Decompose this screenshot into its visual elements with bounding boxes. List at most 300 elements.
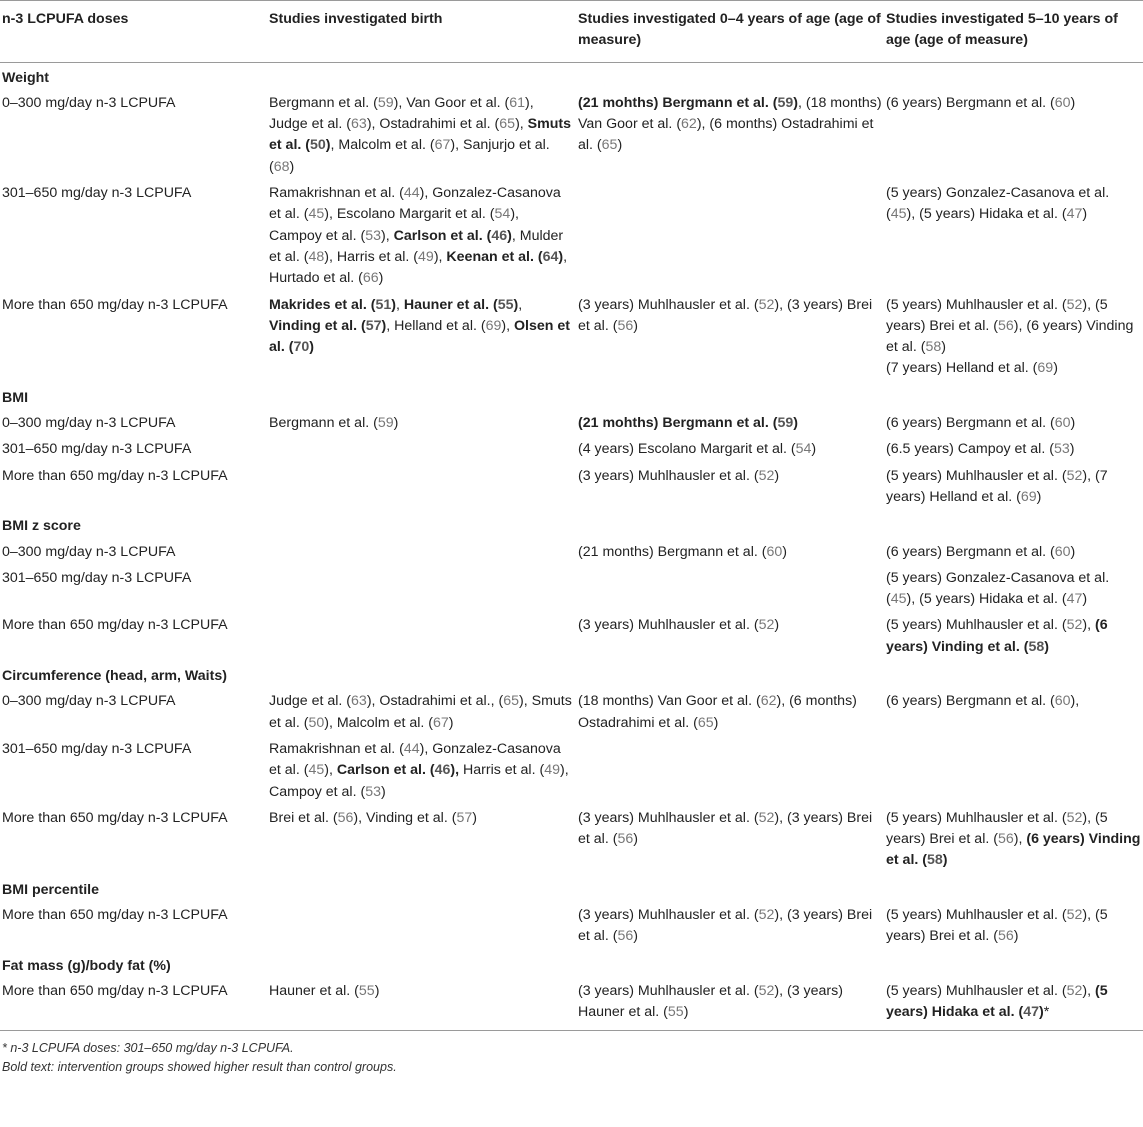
citation-text: * (1043, 1004, 1050, 1021)
citation-text: ), (5 years) Hidaka et al. ( (906, 591, 1067, 608)
citation-text: Bergmann et al. ( (269, 94, 378, 111)
reference-number: 56 (617, 317, 634, 334)
citation-text: ), (5 years) Brei et al. ( (886, 809, 1108, 848)
table-header (0, 1, 1143, 63)
reference-number: 56 (617, 831, 634, 848)
dose-cell: 301–650 mg/day n-3 LCPUFA (2, 185, 192, 202)
citation-text: ), Van Goor et al. ( (393, 94, 510, 111)
citation-text: (5 years) Muhlhausler et al. ( (886, 809, 1067, 826)
citation-text: ), Smuts et al. ( (269, 693, 572, 731)
reference-number: 44 (403, 740, 420, 757)
citation-text: ) (1082, 591, 1088, 608)
reference-number: 70 (293, 339, 310, 356)
section-row (0, 62, 1143, 91)
cell-line (269, 183, 574, 289)
age-0-4-cell (576, 540, 884, 566)
section-title: BMI z score (2, 518, 81, 535)
cell-line (886, 905, 1141, 948)
reference-number: 65 (697, 714, 714, 731)
citation-text: ), (5 years) Brei et al. ( (886, 906, 1108, 945)
table-row (0, 293, 1143, 383)
birth-cell (267, 181, 576, 292)
dose-cell: More than 650 mg/day n-3 LCPUFA (2, 617, 228, 634)
citation-text: ), Harris et al. ( (324, 248, 419, 265)
reference-number: 47 (1066, 206, 1083, 223)
citation-text: (6 years) Bergmann et al. ( (886, 543, 1055, 560)
table-row (0, 613, 1143, 661)
citation-text: ) (633, 928, 638, 945)
cell-line (269, 413, 574, 434)
citation-text: ) (633, 831, 638, 848)
birth-cell (267, 613, 576, 661)
citation-text: ) (393, 415, 399, 432)
birth-cell (267, 437, 576, 463)
citation-text: ) (942, 852, 948, 869)
section-row (0, 661, 1143, 689)
citation-text: ), (3 years) Brei et al. ( (578, 906, 873, 945)
reference-number: 45 (890, 206, 907, 223)
reference-number: 60 (1054, 543, 1071, 560)
citation-text: (6 years) Bergmann et al. ( (886, 94, 1055, 111)
citation-text: ), Malcolm et al. ( (324, 714, 434, 731)
reference-number: 52 (758, 982, 775, 999)
cell-line (886, 691, 1141, 712)
cell-line (886, 808, 1141, 872)
age-0-4-cell (576, 411, 884, 437)
cell-line (578, 615, 882, 636)
citation-text: ), Ostadrahimi et al. ( (366, 116, 500, 133)
citation-text: ), (7 years) Helland et al. ( (886, 467, 1108, 505)
reference-number: 69 (1037, 360, 1054, 377)
citation-text: (21 mohths) Bergmann et al. ( (578, 415, 778, 432)
age-5-10-cell (884, 411, 1143, 437)
citation-text: (21 months) Bergmann et al. ( (578, 543, 767, 560)
citation-text: (5 years) Muhlhausler et al. ( (886, 906, 1067, 923)
table-row (0, 979, 1143, 1031)
section-row (0, 875, 1143, 903)
cell-line (578, 439, 882, 460)
citation-text: ) (1036, 488, 1042, 505)
citation-text: ) (1044, 638, 1049, 655)
reference-number: 63 (351, 693, 367, 710)
citation-text: ), Gonzalez-Casanova et al. ( (269, 185, 561, 223)
cell-line (269, 739, 574, 803)
citation-text: ), (433, 248, 447, 265)
citation-text: ), (324, 762, 337, 779)
citation-text: ), Judge et al. ( (269, 94, 534, 133)
reference-number: 64 (542, 248, 559, 265)
reference-number: 60 (1054, 94, 1071, 111)
header-0-4-years: Studies investigated 0–4 years of age (age of measure) (576, 1, 884, 63)
reference-number: 52 (1066, 906, 1083, 923)
citation-text: (5 years) Muhlhausler et al. ( (886, 982, 1067, 999)
age-0-4-cell (576, 613, 884, 661)
citation-text: , Malcolm et al. ( (330, 137, 435, 154)
reference-number: 56 (337, 809, 354, 826)
dose-cell: 0–300 mg/day n-3 LCPUFA (2, 693, 176, 710)
cell-line (269, 981, 574, 1002)
birth-cell (267, 566, 576, 614)
citation-text: ), (1013, 831, 1027, 848)
citation-text: ) (1070, 415, 1076, 432)
age-5-10-cell (884, 903, 1143, 951)
reference-number: 59 (377, 94, 394, 111)
citation-text: ), (515, 116, 528, 133)
dose-cell: 0–300 mg/day n-3 LCPUFA (2, 415, 176, 432)
citation-text: ) (378, 270, 384, 287)
citation-text: ), (501, 317, 514, 334)
citation-text: (4 years) Escolano Margarit et al. ( (578, 441, 796, 458)
age-0-4-cell (576, 437, 884, 463)
citation-text: ) (782, 543, 787, 560)
reference-number: 50 (308, 714, 325, 731)
birth-cell (267, 411, 576, 437)
reference-number: 67 (433, 714, 449, 731)
citation-text: Hauner et al. ( (403, 296, 498, 313)
reference-number: 56 (997, 928, 1014, 945)
reference-number: 65 (601, 137, 618, 154)
citation-text: ) (513, 296, 519, 313)
citation-text: ) (774, 617, 780, 634)
cell-line (578, 413, 882, 434)
age-5-10-cell (884, 464, 1143, 512)
dose-cell: More than 650 mg/day n-3 LCPUFA (2, 809, 228, 826)
citation-text: ) (1069, 441, 1075, 458)
citation-text: ), (380, 227, 394, 244)
birth-cell (267, 689, 576, 737)
cell-line (269, 691, 574, 734)
citation-text: ) (374, 982, 380, 999)
citation-text: (5 years) Muhlhausler et al. ( (886, 296, 1067, 313)
dose-cell: More than 650 mg/day n-3 LCPUFA (0, 979, 267, 1031)
citation-text: (3 years) Muhlhausler et al. ( (578, 982, 759, 999)
reference-number: 58 (927, 852, 943, 869)
section-row (0, 383, 1143, 411)
citation-text: ) (381, 317, 387, 334)
cell-line (578, 905, 882, 948)
cell-line (269, 808, 574, 829)
reference-number: 53 (365, 783, 381, 800)
age-5-10-cell (884, 979, 1143, 1031)
citation-text: ), Campoy et al. ( (269, 762, 569, 800)
reference-number: 69 (1020, 488, 1037, 505)
birth-cell (267, 903, 576, 951)
reference-number: 58 (925, 339, 942, 356)
reference-number: 68 (273, 158, 290, 175)
citation-text: Makrides et al. ( (269, 296, 376, 313)
age-0-4-cell (576, 979, 884, 1031)
age-0-4-cell (576, 566, 884, 614)
citation-text: (6 years) Bergmann et al. ( (886, 415, 1055, 432)
age-0-4-cell (576, 181, 884, 292)
reference-number: 47 (1066, 591, 1083, 608)
cell-line (578, 691, 882, 734)
cell-line (886, 466, 1141, 509)
reference-number: 55 (497, 296, 514, 313)
citation-text: ), Vinding et al. ( (353, 809, 457, 826)
reference-number: 46 (491, 227, 508, 244)
age-5-10-cell (884, 181, 1143, 292)
citation-text: ) (793, 415, 798, 432)
citation-text: ) (391, 296, 396, 313)
citation-text: ), (6 years) Vinding et al. ( (886, 317, 1134, 356)
citation-text: (5 years) Muhlhausler et al. ( (886, 617, 1067, 634)
reference-number: 54 (795, 441, 812, 458)
citation-text: ), Sanjurjo et al. ( (269, 137, 550, 175)
reference-number: 45 (308, 206, 325, 223)
cell-line (886, 295, 1141, 359)
age-0-4-cell (576, 464, 884, 512)
citation-text: ), (1082, 982, 1095, 999)
reference-number: 55 (667, 1004, 684, 1021)
cell-line (886, 183, 1141, 226)
table-row (0, 437, 1143, 463)
birth-cell (267, 293, 576, 383)
citation-text: Carlson et al. ( (336, 762, 435, 779)
reference-number: 54 (494, 206, 511, 223)
age-0-4-cell (576, 689, 884, 737)
reference-number: 63 (351, 116, 367, 133)
reference-number: 52 (1066, 467, 1083, 484)
citation-text: ) (793, 94, 798, 111)
reference-number: 59 (777, 94, 794, 111)
reference-number: 62 (760, 693, 777, 710)
reference-number: 49 (418, 248, 434, 265)
citation-text: ) (1082, 206, 1088, 223)
age-5-10-cell (884, 806, 1143, 875)
reference-number: 60 (766, 543, 783, 560)
reference-number: 59 (777, 415, 794, 432)
dose-cell: More than 650 mg/day n-3 LCPUFA (2, 467, 228, 484)
birth-cell (267, 91, 576, 181)
citation-text: (5 years) Muhlhausler et al. ( (886, 467, 1067, 484)
dose-cell: More than 650 mg/day n-3 LCPUFA (2, 906, 228, 923)
reference-number: 57 (365, 317, 382, 334)
cell-line (578, 295, 882, 338)
reference-number: 67 (434, 137, 451, 154)
age-5-10-cell (884, 737, 1143, 806)
citation-text: (3 years) Muhlhausler et al. ( (578, 617, 759, 634)
dose-cell: 301–650 mg/day n-3 LCPUFA (2, 441, 192, 458)
citation-text: (3 years) Muhlhausler et al. ( (578, 296, 759, 313)
citation-text: ), (1070, 693, 1080, 710)
citation-text: ), (450, 762, 460, 779)
citation-text: (5 years) Gonzalez-Casanova et al. ( (886, 569, 1110, 608)
cell-line (578, 466, 882, 487)
citation-text: ) (941, 339, 946, 356)
reference-number: 66 (362, 270, 379, 287)
cell-line (886, 615, 1141, 658)
birth-cell (267, 979, 576, 1031)
reference-number: 52 (758, 906, 775, 923)
citation-text: ) (713, 714, 719, 731)
citation-text: ), Gonzalez-Casanova et al. ( (269, 740, 561, 779)
section-title: BMI percentile (2, 881, 99, 898)
citation-text: Judge et al. ( (269, 693, 352, 710)
table-row (0, 91, 1143, 181)
citation-text: ) (774, 467, 780, 484)
section-title: BMI (2, 389, 29, 406)
birth-cell (267, 540, 576, 566)
citation-text: Ramakrishnan et al. ( (269, 185, 404, 202)
reference-number: 52 (758, 296, 775, 313)
age-5-10-cell (884, 689, 1143, 737)
citation-text: ) (507, 227, 512, 244)
cell-line (578, 808, 882, 851)
cell-line (886, 439, 1141, 460)
citation-text: ) (289, 158, 295, 175)
table-row (0, 464, 1143, 512)
cell-line (886, 413, 1141, 434)
reference-number: 61 (509, 94, 526, 111)
table-row (0, 903, 1143, 951)
table-row (0, 566, 1143, 614)
reference-number: 48 (308, 248, 325, 265)
reference-number: 51 (375, 296, 392, 313)
header-5-10-years: Studies investigated 5–10 years of age (age of measure) (884, 1, 1143, 63)
citation-text: Brei et al. ( (269, 809, 338, 826)
citation-text: , (518, 296, 523, 313)
citation-text: (18 months) Van Goor et al. ( (578, 693, 761, 710)
table-row (0, 689, 1143, 737)
age-5-10-cell (884, 613, 1143, 661)
reference-number: 52 (758, 617, 775, 634)
table-footnotes (0, 1031, 1143, 1077)
citation-text: ) (683, 1004, 689, 1021)
table-row (0, 411, 1143, 437)
header-birth: Studies investigated birth (267, 1, 576, 63)
citation-text: Bergmann et al. ( (269, 415, 378, 432)
citation-text: ) (633, 317, 638, 334)
age-0-4-cell (576, 737, 884, 806)
citation-text: (6.5 years) Campoy et al. ( (886, 441, 1054, 458)
citation-text: ), (5 years) Brei et al. ( (886, 296, 1108, 334)
citation-text: (6 years) Bergmann et al. ( (886, 693, 1055, 710)
table-body (0, 62, 1143, 1031)
reference-number: 69 (485, 317, 502, 334)
cell-line (269, 295, 574, 359)
reference-number: 59 (377, 415, 394, 432)
reference-number: 45 (890, 591, 907, 608)
reference-number: 52 (1066, 617, 1083, 634)
citation-text: ) (325, 137, 331, 154)
citation-text: ) (1039, 1004, 1044, 1021)
table-row (0, 806, 1143, 875)
citation-text: Hauner et al. ( (269, 982, 359, 999)
citation-text: (3 years) Muhlhausler et al. ( (578, 467, 759, 484)
table-row (0, 540, 1143, 566)
dose-cell: More than 650 mg/day n-3 LCPUFA (2, 296, 228, 313)
citation-text: (3 years) Muhlhausler et al. ( (578, 906, 759, 923)
age-0-4-cell (576, 293, 884, 383)
dose-cell: 0–300 mg/day n-3 LCPUFA (2, 543, 176, 560)
citation-text: Carlson et al. ( (393, 227, 492, 244)
age-0-4-cell (576, 903, 884, 951)
table-row (0, 181, 1143, 292)
reference-number: 52 (1066, 982, 1083, 999)
section-title: Weight (2, 69, 50, 86)
citation-text: ) (1070, 94, 1076, 111)
reference-number: 50 (310, 137, 326, 154)
header-row (0, 1, 1143, 63)
reference-number: 60 (1054, 415, 1071, 432)
section-row (0, 511, 1143, 539)
dose-cell: 301–650 mg/day n-3 LCPUFA (2, 569, 192, 586)
citation-text: ), Escolano Margarit et al. ( (324, 206, 495, 223)
reference-number: 60 (1054, 693, 1071, 710)
header-dose: n-3 LCPUFA doses (0, 1, 267, 63)
age-5-10-cell (884, 293, 1143, 383)
age-0-4-cell (576, 91, 884, 181)
citation-text: Olsen et al. ( (269, 317, 570, 356)
reference-number: 58 (1028, 638, 1045, 655)
age-5-10-cell (884, 437, 1143, 463)
citation-text: ), (6 months) Ostadrahimi et al. ( (578, 693, 857, 731)
citation-text: (6 years) Vinding et al. ( (886, 831, 1141, 869)
citation-text: ) (448, 714, 454, 731)
section-title: Circumference (head, arm, Waits) (2, 668, 227, 685)
citation-text: ) (380, 783, 386, 800)
footnote-asterisk: * n-3 LCPUFA doses: 301–650 mg/day n-3 LCPUFA. (2, 1041, 294, 1056)
cell-line (886, 93, 1141, 114)
reference-number: 52 (1066, 296, 1083, 313)
birth-cell (267, 806, 576, 875)
reference-number: 57 (456, 809, 473, 826)
reference-number: 46 (434, 762, 451, 779)
birth-cell (267, 737, 576, 806)
citation-text: , (395, 296, 404, 313)
citation-text: ) (1070, 543, 1076, 560)
dose-cell: 301–650 mg/day n-3 LCPUFA (2, 740, 192, 757)
citation-text: (5 years) Gonzalez-Casanova et al. ( (886, 185, 1110, 223)
reference-number: 47 (1023, 1004, 1039, 1021)
citation-text: ) (811, 441, 817, 458)
cell-line (886, 568, 1141, 611)
reference-number: 44 (403, 185, 420, 202)
reference-number: 45 (308, 762, 325, 779)
citation-text: Vinding et al. ( (269, 317, 366, 334)
age-5-10-cell (884, 91, 1143, 181)
citation-text: (3 years) Muhlhausler et al. ( (578, 809, 759, 826)
citation-text: ) (1013, 928, 1019, 945)
citation-text: ) (617, 137, 623, 154)
citation-text: ), (3 years) Brei et al. ( (578, 296, 873, 334)
citation-text: , Helland et al. ( (386, 317, 486, 334)
citation-text: ), Ostadrahimi et al., ( (366, 693, 504, 710)
citation-text: ) (472, 809, 477, 826)
section-title: Fat mass (g)/body fat (%) (2, 957, 171, 974)
citation-text: Ramakrishnan et al. ( (269, 740, 404, 757)
citation-text: ) (309, 339, 314, 356)
section-row (0, 951, 1143, 979)
cell-line (578, 542, 882, 563)
age-5-10-cell (884, 566, 1143, 614)
reference-number: 49 (544, 762, 560, 779)
cell-line (886, 981, 1141, 1024)
reference-number: 55 (358, 982, 375, 999)
citation-text: Keenan et al. ( (446, 248, 543, 265)
cell-line (886, 542, 1141, 563)
citation-text: ), (3 years) Hauner et al. ( (578, 982, 843, 1021)
dose-cell: 0–300 mg/day n-3 LCPUFA (2, 94, 176, 111)
reference-number: 52 (1066, 809, 1083, 826)
citation-text: (21 mohths) Bergmann et al. ( (578, 94, 778, 111)
reference-number: 56 (617, 928, 634, 945)
age-0-4-cell (576, 806, 884, 875)
reference-number: 56 (997, 317, 1014, 334)
citation-text: ), Campoy et al. ( (269, 206, 519, 244)
citation-text: , (18 months) Van Goor et al. ( (578, 94, 882, 133)
